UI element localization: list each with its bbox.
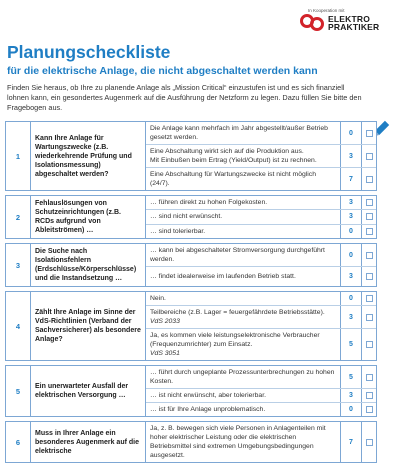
answer-line: Teilbereiche (z.B. Lager = feuergefährdete Betriebsstätte). xyxy=(150,309,325,316)
logo xyxy=(300,8,392,32)
answer-line: Eine Abschaltung für Wartungszwecke ist nicht möglich (24/7). xyxy=(150,171,316,187)
answer-line: Ja, es kommen viele leistungselektronische Verbraucher (Frequenzumrichter) zum Einsatz. xyxy=(150,332,320,348)
answer-text xyxy=(146,168,340,190)
answer-score: 3 xyxy=(340,306,361,328)
answer-checkbox[interactable] xyxy=(366,228,373,235)
answer-row xyxy=(146,244,376,267)
question-number: 5 xyxy=(6,366,31,416)
answer-text xyxy=(146,389,340,402)
question-group xyxy=(5,365,377,417)
answer-text xyxy=(146,366,340,388)
answer-checkbox-cell[interactable] xyxy=(361,366,376,388)
answer-row xyxy=(146,389,376,403)
answer-checkbox-cell[interactable] xyxy=(361,225,376,238)
answer-score: 3 xyxy=(340,145,361,167)
answer-score: 0 xyxy=(340,244,361,266)
answer-list xyxy=(146,122,376,190)
answer-line: … führt durch ungeplante Prozessunterbrechungen zu hohen Kosten. xyxy=(150,369,335,385)
answer-checkbox-cell[interactable] xyxy=(361,389,376,402)
answer-score: 5 xyxy=(340,329,361,360)
answer-checkbox[interactable] xyxy=(366,199,373,206)
intro-text: Finden Sie heraus, ob Ihre zu planende Anlage als „Mission Critical“ einzustufen ist und es sich finanziell lohnen kann, ein gesondertes Augenmerk auf die Ausführung der Netzform zu legen. Dazu füllen Sie bitte den Fragebogen aus. xyxy=(7,83,362,112)
question-group xyxy=(5,121,377,191)
answer-text xyxy=(146,306,340,328)
answer-checkbox[interactable] xyxy=(366,439,373,446)
answer-line: … kann bei abgeschalteter Stromversorgung durchgeführt werden. xyxy=(150,247,325,263)
answer-checkbox-cell[interactable] xyxy=(361,329,376,360)
answer-line: Mit Einbußen beim Ertrag (Yield/Output) ist zu rechnen. xyxy=(150,157,317,164)
answer-row xyxy=(146,267,376,286)
question-group xyxy=(5,243,377,287)
answer-score: 3 xyxy=(340,196,361,209)
checklist-table xyxy=(5,121,377,467)
answer-list xyxy=(146,244,376,286)
answer-score: 3 xyxy=(340,389,361,402)
answer-row xyxy=(146,403,376,416)
answer-checkbox[interactable] xyxy=(366,153,373,160)
question-number: 2 xyxy=(6,196,31,238)
answer-reference: VdS 3051 xyxy=(150,350,180,357)
question-group xyxy=(5,421,377,463)
answer-text xyxy=(146,145,340,167)
answer-line: … ist für Ihre Anlage unproblematisch. xyxy=(150,406,266,413)
answer-checkbox-cell[interactable] xyxy=(361,403,376,416)
answer-checkbox[interactable] xyxy=(366,406,373,413)
answer-checkbox[interactable] xyxy=(366,374,373,381)
answer-checkbox[interactable] xyxy=(366,273,373,280)
answer-row xyxy=(146,122,376,145)
answer-checkbox-cell[interactable] xyxy=(361,267,376,286)
answer-score: 5 xyxy=(340,366,361,388)
answer-text xyxy=(146,403,340,416)
answer-line: Eine Abschaltung wirkt sich auf die Produktion aus. xyxy=(150,148,304,155)
answer-row xyxy=(146,329,376,360)
answer-text xyxy=(146,292,340,305)
answer-text xyxy=(146,329,340,360)
answer-checkbox-cell[interactable] xyxy=(361,168,376,190)
answer-line: Ja, z. B. bewegen sich viele Personen in Anlagenteilen mit hoher elektrischer Leistung oder die elektrischen Betriebsmittel sind extremen Umgebungsbedingungen ausgesetzt. xyxy=(150,425,326,459)
answer-score: 7 xyxy=(340,168,361,190)
answer-row xyxy=(146,210,376,224)
question-number: 1 xyxy=(6,122,31,190)
answer-checkbox-cell[interactable] xyxy=(361,292,376,305)
answer-line: Nein. xyxy=(150,295,166,302)
answer-text xyxy=(146,122,340,144)
answer-list xyxy=(146,292,376,360)
answer-row xyxy=(146,145,376,168)
answer-checkbox[interactable] xyxy=(366,314,373,321)
answer-checkbox-cell[interactable] xyxy=(361,196,376,209)
answer-checkbox-cell[interactable] xyxy=(361,145,376,167)
answer-text xyxy=(146,196,340,209)
answer-line: … sind nicht erwünscht. xyxy=(150,213,223,221)
ep-logo-mark xyxy=(300,14,326,32)
answer-line: Die Anlage kann mehrfach im Jahr abgestellt/außer Betrieb gesetzt werden. xyxy=(150,125,328,141)
answer-row xyxy=(146,366,376,389)
answer-reference: VdS 2033 xyxy=(150,318,180,325)
question-text: Die Suche nach Isolationsfehlern (Erdschlüsse/Körperschlüsse) und die Instandsetzung … xyxy=(31,244,146,286)
answer-score: 0 xyxy=(340,292,361,305)
question-text: Zählt Ihre Anlage im Sinne der VdS-Richtlinien (Verband der Sachversicherer) als besondere Anlage? xyxy=(31,292,146,360)
question-text: Muss in Ihrer Anlage ein besonderes Augenmerk auf die elektrische xyxy=(31,422,146,462)
logo-cooperation-text: In Kooperation mit xyxy=(308,8,345,13)
answer-list xyxy=(146,366,376,416)
answer-score: 0 xyxy=(340,122,361,144)
answer-row xyxy=(146,196,376,210)
answer-row xyxy=(146,225,376,238)
question-text: Kann Ihre Anlage für Wartungszwecke (z.B. wiederkehrende Prüfung und Isolationsmessung) abgeschaltet werden? xyxy=(31,122,146,190)
answer-score: 3 xyxy=(340,210,361,223)
answer-score: 3 xyxy=(340,267,361,286)
page-subtitle: für die elektrische Anlage, die nicht abgeschaltet werden kann xyxy=(7,65,318,77)
answer-text xyxy=(146,244,340,266)
answer-text xyxy=(146,422,340,462)
answer-checkbox[interactable] xyxy=(366,176,373,183)
answer-text xyxy=(146,225,340,238)
answer-text xyxy=(146,267,340,286)
question-text: Fehlauslösungen von Schutzeinrichtungen (z.B. RCDs aufgrund von Ableitströmen) … xyxy=(31,196,146,238)
question-number: 4 xyxy=(6,292,31,360)
answer-line: … findet idealerweise im laufenden Betrieb statt. xyxy=(150,273,296,280)
page-title: Planungscheckliste xyxy=(7,42,171,62)
answer-row xyxy=(146,292,376,306)
answer-checkbox-cell[interactable] xyxy=(361,210,376,223)
answer-line: … sind tolerierbar. xyxy=(150,227,206,235)
logo-word-1: ELEKTRO xyxy=(328,14,371,24)
answer-line: … führen direkt zu hohen Folgekosten. xyxy=(150,199,268,207)
question-group xyxy=(5,291,377,361)
question-number: 3 xyxy=(6,244,31,286)
question-text: Ein unerwarteter Ausfall der elektrischen Versorgung … xyxy=(31,366,146,416)
answer-row xyxy=(146,306,376,329)
answer-checkbox[interactable] xyxy=(366,341,373,348)
answer-line: … ist nicht erwünscht, aber tolerierbar. xyxy=(150,392,266,399)
logo-word-2: PRAKTIKER xyxy=(328,22,380,32)
answer-checkbox[interactable] xyxy=(366,213,373,220)
answer-score: 7 xyxy=(340,422,361,462)
answer-checkbox[interactable] xyxy=(366,130,373,137)
answer-checkbox[interactable] xyxy=(366,392,373,399)
answer-checkbox[interactable] xyxy=(366,295,373,302)
question-group xyxy=(5,195,377,239)
answer-checkbox[interactable] xyxy=(366,252,373,259)
answer-checkbox-cell[interactable] xyxy=(361,306,376,328)
answer-row xyxy=(146,168,376,190)
answer-checkbox-cell[interactable] xyxy=(361,422,376,462)
answer-checkbox-cell[interactable] xyxy=(361,244,376,266)
answer-checkbox-cell[interactable] xyxy=(361,122,376,144)
answer-score: 0 xyxy=(340,403,361,416)
answer-list xyxy=(146,196,376,238)
answer-list xyxy=(146,422,376,462)
answer-row xyxy=(146,422,376,462)
answer-text xyxy=(146,210,340,223)
answer-score: 0 xyxy=(340,225,361,238)
question-number: 6 xyxy=(6,422,31,462)
